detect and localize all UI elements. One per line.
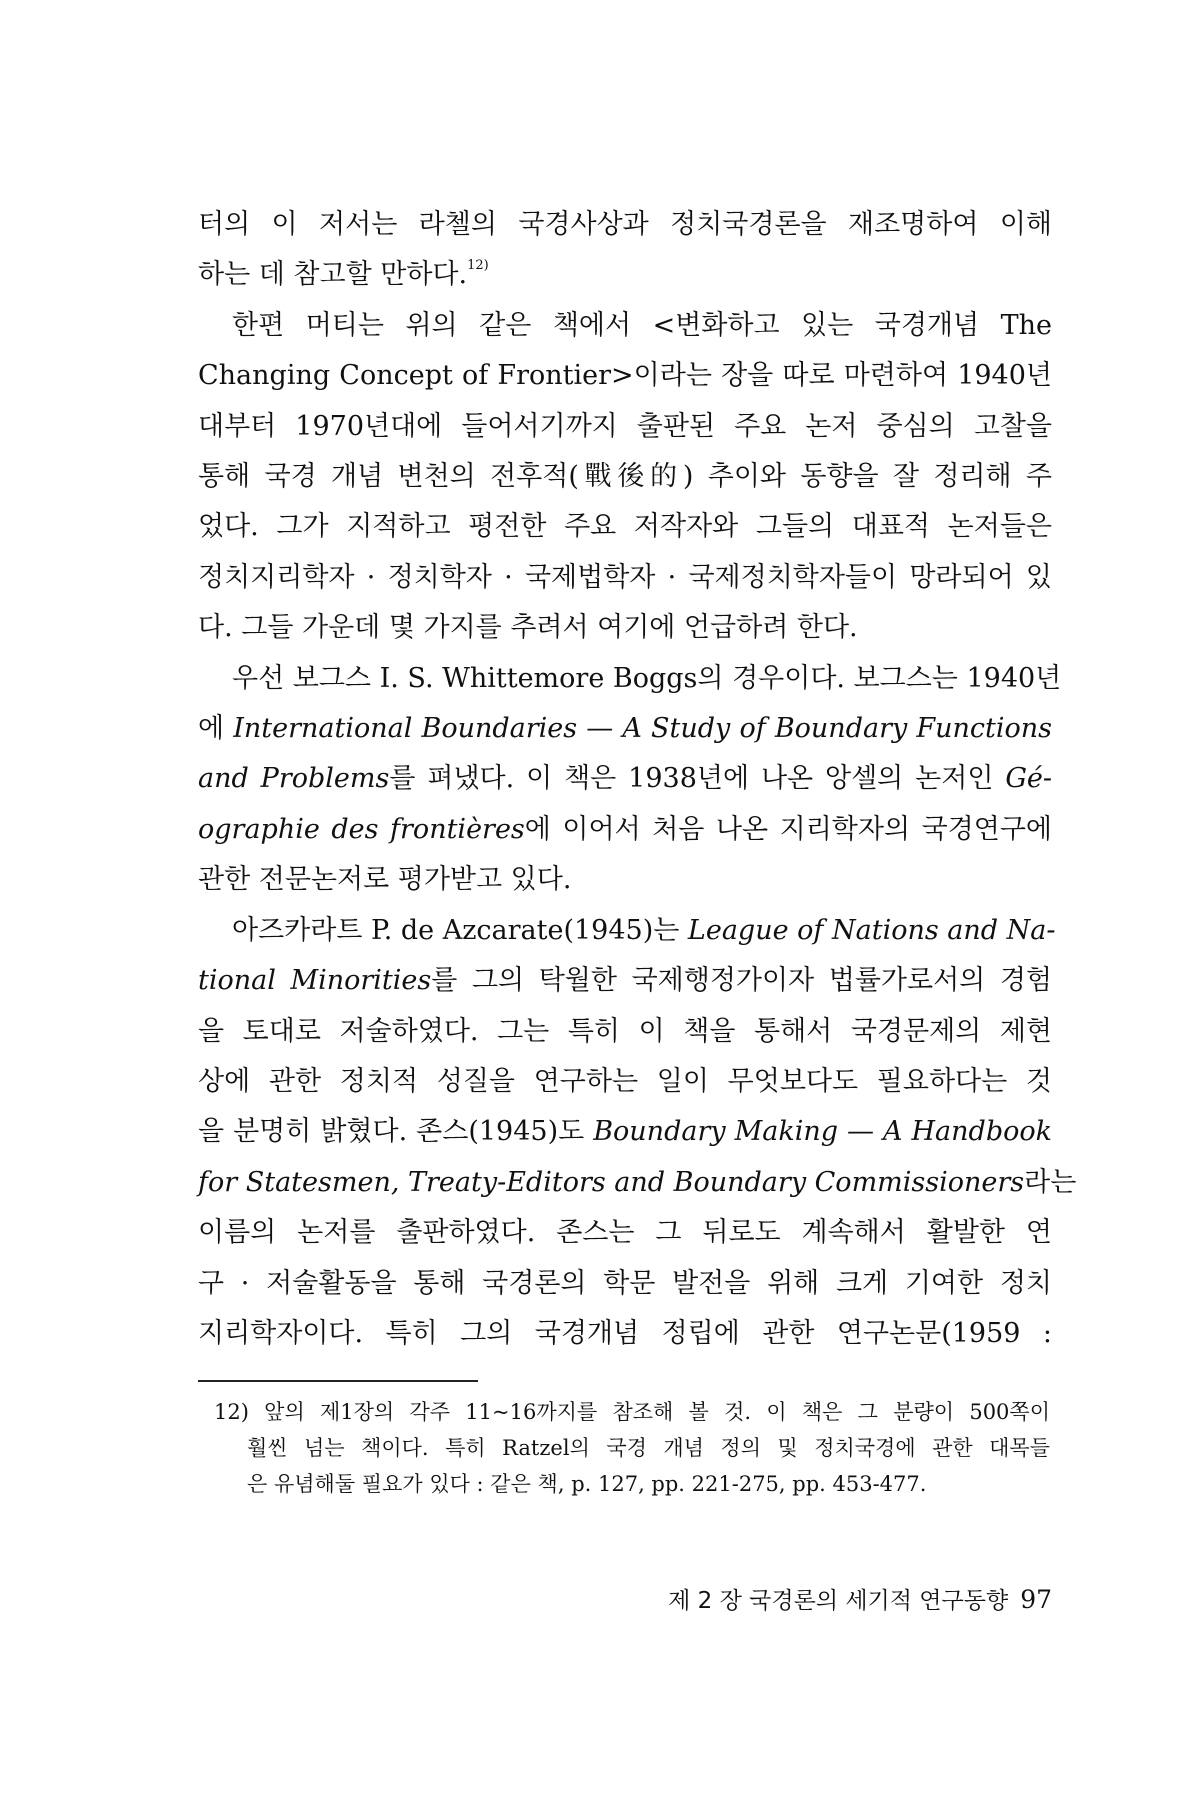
paragraph-2 (198, 301, 1052, 654)
text-line: 한편 머티는 위의 같은 책에서 <변화하고 있는 국경개념 The (232, 309, 1052, 341)
text-line (198, 906, 1056, 956)
text-line: 대부터 1970년대에 들어서기까지 출판된 주요 논저 중심의 고찰을 (198, 410, 1052, 442)
text-line (198, 956, 1052, 1006)
text-run: 를 그의 탁월한 국제행정가이자 법률가로서의 경험 (431, 965, 1053, 997)
text-line (198, 805, 1052, 855)
text-line: 상에 관한 정치적 성질을 연구하는 일이 무엇보다도 필요하다는 것 (198, 1065, 1052, 1097)
body-text (198, 200, 1077, 1359)
text-line: 이름의 논저를 출판하였다. 존스는 그 뒤로도 계속해서 활발한 연 (198, 1217, 1052, 1249)
text-run: 라는 (1024, 1166, 1077, 1198)
text-run: 하는 데 참고할 만하다. (198, 259, 468, 291)
text-run: 을 분명히 밝혔다. 존스(1945)도 (198, 1116, 594, 1148)
text-line: 었다. 그가 지적하고 평전한 주요 저작자와 그들의 대표적 논저들은 (198, 511, 1052, 543)
text-line (198, 1158, 1077, 1208)
text-run: 아즈카라트 P. de Azcarate(1945)는 (232, 914, 688, 946)
book-title: League of Nations and Na- (687, 914, 1056, 946)
text-line (198, 754, 1052, 804)
text-line: 구 · 저술활동을 통해 국경론의 학문 발전을 위해 크게 기여한 정치 (198, 1267, 1052, 1299)
book-title: Boundary Making — A Handbook (593, 1116, 1052, 1148)
book-title: tional Minorities (198, 965, 432, 997)
text-line: 우선 보그스 I. S. Whittemore Boggs의 경우이다. 보그스는 1940년 (232, 662, 1062, 694)
text-line: Changing Concept of Frontier>이라는 장을 따로 마련하여 1940년 (198, 360, 1052, 392)
text-run: 에 (198, 713, 234, 745)
text-line (198, 250, 1052, 300)
chapter-title: 제 2 장 국경론의 세기적 연구동향 (668, 1588, 1009, 1614)
paragraph-4 (198, 906, 1077, 1360)
book-title: ographie des frontières (198, 813, 525, 845)
page-number: 97 (1020, 1585, 1052, 1614)
running-footer (668, 1582, 1052, 1615)
book-title: and Problems (198, 763, 390, 795)
footnote-line: 훨씬 넘는 책이다. 특히 Ratzel의 국경 개념 정의 및 정치국경에 관한 대목들 (247, 1436, 1050, 1460)
book-title: for Statesmen, Treaty-Editors and Boundary Commissioners (198, 1166, 1025, 1198)
text-line (198, 704, 1052, 754)
text-line: 지리학자이다. 특히 그의 국경개념 정립에 관한 연구논문(1959 : (198, 1317, 1052, 1349)
paragraph-1 (198, 200, 1052, 301)
footnote-ref-12[interactable]: 12) (467, 258, 489, 274)
footnote-line: 은 유념해둘 필요가 있다 : 같은 책, p. 127, pp. 221-275, pp. 453-477. (247, 1472, 927, 1496)
text-run: 에 이어서 처음 나온 지리학자의 국경연구에 (524, 813, 1052, 845)
footnote-divider (198, 1380, 478, 1382)
text-line: 을 토대로 저술하였다. 그는 특히 이 책을 통해서 국경문제의 제현 (198, 1015, 1052, 1047)
book-title: Gé- (1005, 763, 1052, 795)
text-line: 다. 그들 가운데 몇 가지를 추려서 여기에 언급하려 한다. (198, 612, 858, 644)
book-title: International Boundaries — A Study of Boundary Functions (233, 713, 1052, 745)
text-line (198, 1107, 1052, 1157)
text-line: 관한 전문논저로 평가받고 있다. (198, 864, 572, 896)
footnote-line: 12) 앞의 제1장의 각주 11~16까지를 참조해 볼 것. 이 책은 그 분량이 500쪽이 (214, 1400, 1050, 1424)
text-line: 통해 국경 개념 변천의 전후적(戰後的) 추이와 동향을 잘 정리해 주 (198, 461, 1052, 493)
text-line: 터의 이 저서는 라첼의 국경사상과 정치국경론을 재조명하여 이해 (198, 209, 1052, 240)
text-line: 정치지리학자 · 정치학자 · 국제법학자 · 국제정치학자들이 망라되어 있 (198, 561, 1052, 593)
text-run: 를 펴냈다. 이 책은 1938년에 나온 앙셀의 논저인 (389, 763, 1006, 795)
footnote-12 (214, 1394, 1050, 1502)
paragraph-3 (198, 654, 1062, 906)
